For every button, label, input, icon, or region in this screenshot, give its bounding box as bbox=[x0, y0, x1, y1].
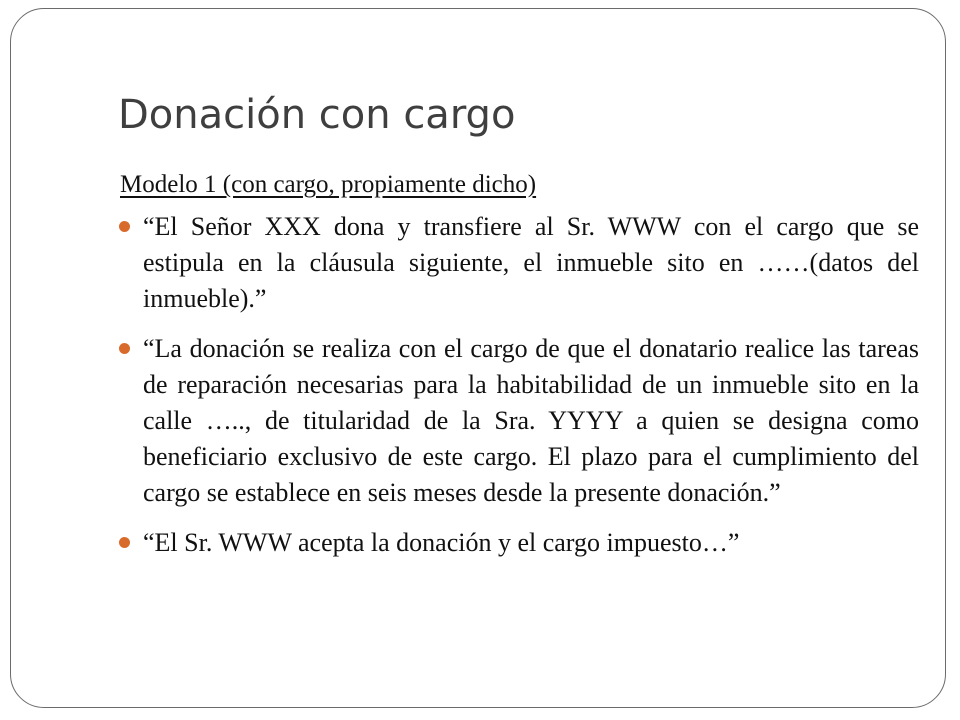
bullet-dot-icon bbox=[119, 537, 130, 548]
bullet-item bbox=[119, 331, 919, 511]
bullet-text: “La donación se realiza con el cargo de que el donatario realice las tareas de reparación necesarias para la habitabilidad de un inmueble sito en la calle ….., de titularidad de la Sra. YYYY a quien se designa como beneficiario exclusivo de este cargo. El plazo para el cumplimiento del cargo se establece en seis meses desde la presente donación.” bbox=[143, 334, 919, 507]
bullet-dot-icon bbox=[119, 221, 130, 232]
slide-frame bbox=[10, 8, 946, 708]
slide-title: Donación con cargo bbox=[118, 92, 516, 138]
bullet-text: “El Sr. WWW acepta la donación y el cargo impuesto…” bbox=[143, 528, 740, 557]
slide-subtitle: Modelo 1 (con cargo, propiamente dicho) bbox=[120, 171, 537, 198]
bullet-item bbox=[119, 525, 919, 561]
bullet-text: “El Señor XXX dona y transfiere al Sr. WWW con el cargo que se estipula en la cláusula siguiente, el inmueble sito en ……(datos del inmueble).” bbox=[143, 212, 919, 313]
bullet-dot-icon bbox=[119, 343, 130, 354]
bullet-item bbox=[119, 209, 919, 317]
bullet-list bbox=[119, 209, 919, 575]
